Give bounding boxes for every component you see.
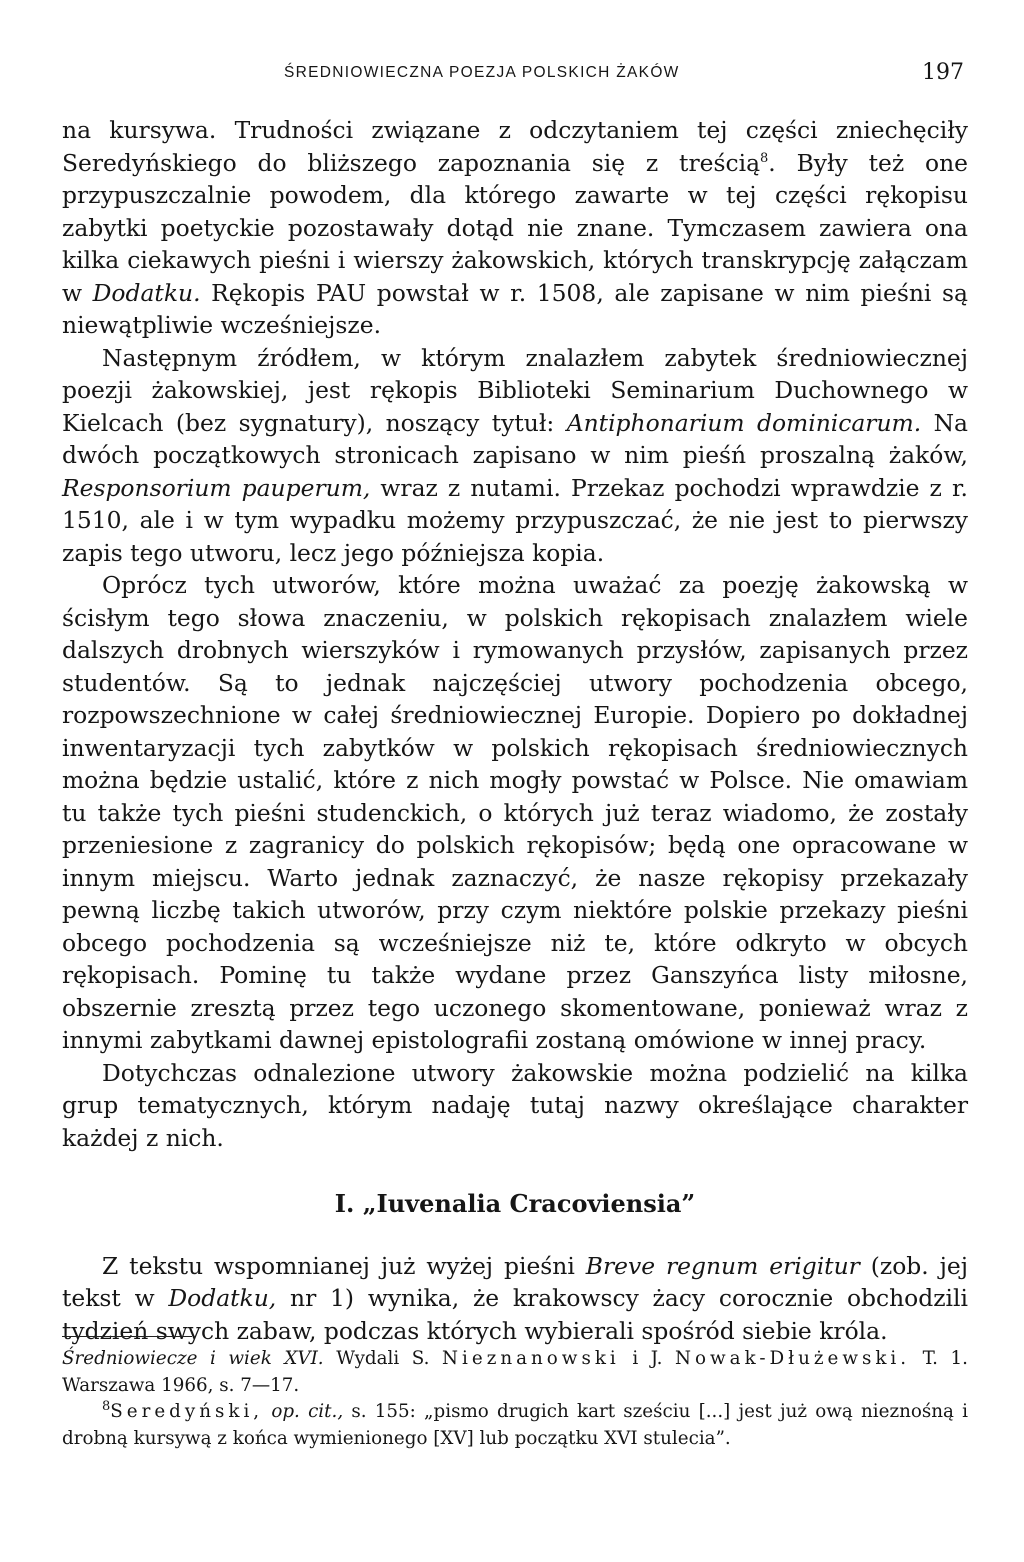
footnote-rule [62, 1336, 192, 1337]
italic-title: Antiphonarium dominicarum. [566, 408, 922, 437]
italic-title: Breve regnum erigitur [585, 1251, 860, 1280]
body-text [62, 114, 968, 1347]
footnote-mark: 8 [102, 1398, 111, 1414]
running-title: ŚREDNIOWIECZNA POEZJA POLSKICH ŻAKÓW [284, 64, 680, 81]
section-heading: I. „Iuvenalia Cracoviensia” [334, 1189, 696, 1218]
footnotes [62, 1346, 968, 1452]
running-head [62, 60, 968, 90]
paragraph-other-works: Oprócz tych utworów, które można uważać za poezję żakowską w ścisłym tego słowa znaczeniu, w polskich rękopisach znalazłem wiele dalszych drobnych wierszyków i rymowanych przysłów, zapisanych przez studentów. Są to jednak najczęściej utwory pochodzenia obcego, rozpowszechnione w całej średniowiecznej Europie. Dopiero po dokładnej inwentaryzacji tych zabytków w polskich rękopisach średniowiecznych można będzie ustalić, które z nich mogły powstać w Polsce. Nie omawiam tu także tych pieśni studenckich, o których już teraz wiadomo, że zostały przeniesione z zagranicy do polskich rękopisów; będą one opracowane w innym miejscu. Warto jednak zaznaczyć, że nasze rękopisy przekazały pewną liczbę takich utworów, przy czym niektóre polskie przekazy pieśni obcego pochodzenia są wcześniejsze niż te, które odkryto w obcych rękopisach. Pominę tu także wydane przez Ganszyńca listy miłosne, obszernie zresztą przez tego uczonego skomentowane, ponieważ wraz z innymi zabytkami dawnej epistolografii zostaną omówione w innej pracy. [62, 571, 968, 1054]
paragraph-continuation [62, 114, 968, 342]
author-name: Nowak-Dłużewski. [675, 1348, 911, 1369]
author-name: Seredyński, [110, 1401, 264, 1422]
text-run: na kursywa. Trudności związane z odczytaniem tej części zniechęciły Seredyńskiego do bliższego zapoznania się z treścią [62, 116, 968, 177]
text-run: Z tekstu wspomnianej już wyżej pieśni [102, 1251, 586, 1280]
italic-title: Średniowiecze i wiek XVI. [62, 1348, 324, 1369]
italic-term: Dodatku, [168, 1284, 277, 1312]
text-run: Rękopis PAU powstał w r. 1508, ale zapisane w nim pieśni są niewątpliwie wcześniejsze. [62, 278, 968, 339]
text-run: . Były też one przypuszczalnie powodem, dla którego zawarte w tej części rękopisu zabytki poetyckie pozostawały dotąd nie znane. Tymczasem zawiera ona kilka ciekawych pieśni i wierszy żakowskich, których transkrypcję załączam w [62, 148, 968, 307]
italic-title: Responsorium pauperum, [62, 473, 371, 502]
text-run: wraz z nutami. Przekaz pochodzi wprawdzie z r. 1510, ale i w tym wypadku możemy przypuszczać, że nie jest to pierwszy zapis tego utworu, lecz jego późniejsza kopia. [62, 473, 968, 567]
author-name: Nieznanowski [442, 1348, 620, 1369]
paragraph-iuvenalia [62, 1250, 968, 1348]
page-number: 197 [922, 60, 964, 85]
footnote-ref: 8 [760, 150, 769, 166]
footnote-source [62, 1346, 968, 1399]
footnote-8 [62, 1399, 968, 1452]
text-run: i J. [619, 1348, 676, 1369]
text-run: nr 1) wynika, że krakowscy żacy corocznie obchodzili tydzień swych zabaw, podczas których wybierali spośród siebie króla. [62, 1284, 968, 1345]
text-run: T. 1. Warszawa 1966, s. 7—17. [62, 1348, 968, 1396]
text-run: Następnym źródłem, w którym znalazłem zabytek średniowiecznej poezji żakowskiej, jest rękopis Biblioteki Seminarium Duchownego w Kielcach (bez sygnatury), noszący tytuł: [62, 343, 968, 437]
italic-term: op. cit., [263, 1401, 344, 1422]
paragraph-groups: Dotychczas odnalezione utwory żakowskie można podzielić na kilka grup tematycznych, którym nadaję tutaj nazwy określające charakter każdej z nich. [62, 1058, 968, 1152]
text-run: (zob. jej tekst w [62, 1251, 968, 1312]
text-run: Wydali S. [323, 1348, 443, 1369]
text-run: Na dwóch początkowych stronicach zapisano w nim pieśń proszalną żaków, [62, 408, 968, 469]
paragraph-kielce-manuscript [62, 342, 968, 570]
text-run: s. 155: „pismo drugich kart sześciu [...] jest już ową nieznośną i drobną kursywą z końca wymienionego [XV] lub początku XVI stulecia”. [62, 1401, 968, 1449]
italic-term: Dodatku. [92, 278, 201, 307]
